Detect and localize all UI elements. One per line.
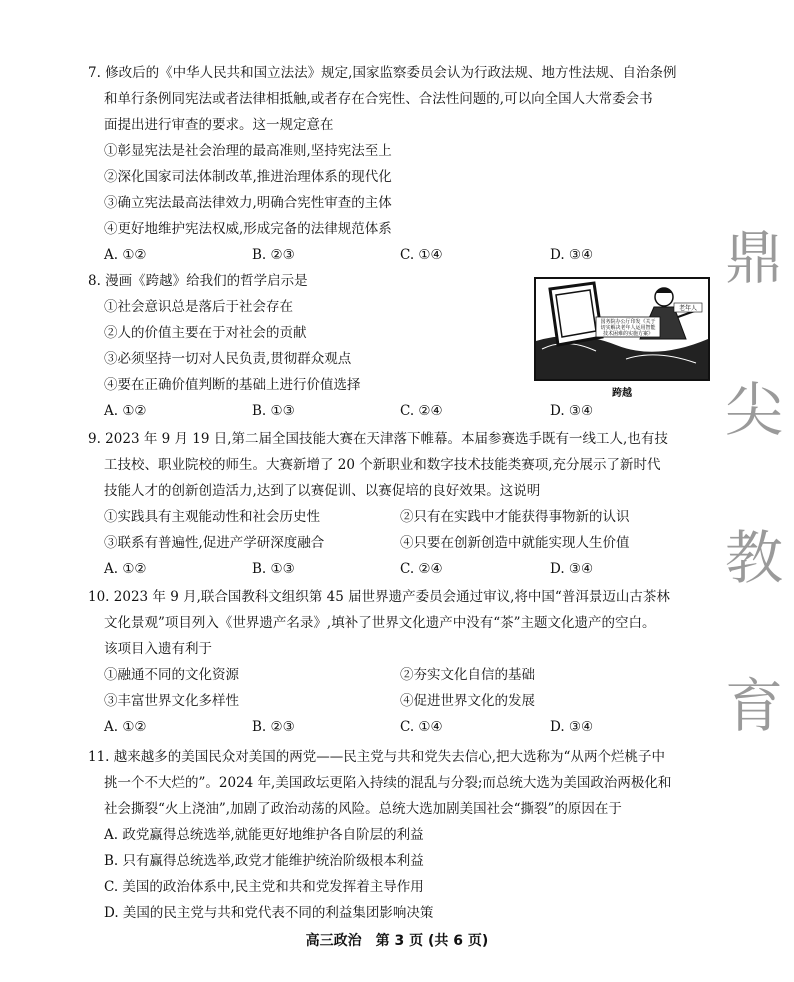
watermark-char-3: 教	[725, 524, 784, 592]
question-9-option-d: D. ③④	[550, 561, 594, 577]
question-8-option-c: C. ②④	[400, 403, 443, 419]
question-9-option-c: C. ②④	[400, 561, 443, 577]
question-8-item-3: ③必须坚持一切对人民负责,贯彻群众观点	[104, 351, 352, 367]
question-8-item-4: ④要在正确价值判断的基础上进行价值选择	[104, 377, 361, 393]
cartoon-figure-label: 老年人	[678, 305, 698, 312]
cartoon-notice-line-2: 切实解决老年人运用智能	[600, 325, 656, 331]
question-10-item-1: ①融通不同的文化资源	[104, 667, 239, 683]
question-10-stem-line-2: 文化景观”项目列入《世界遗产名录》,填补了世界文化遗产中没有“茶”主题文化遗产的空白。	[104, 615, 656, 631]
question-11-choice-b: B. 只有赢得总统选举,政党才能维护统治阶级根本利益	[104, 853, 424, 869]
watermark-char-4: 育	[725, 672, 784, 740]
watermark-char-2: 尖	[725, 376, 784, 444]
question-11-choice-c: C. 美国的政治体系中,民主党和共和党发挥着主导作用	[104, 879, 424, 895]
question-7-option-c: C. ①④	[400, 247, 443, 263]
question-9-item-2: ②只有在实践中才能获得事物新的认识	[400, 509, 630, 525]
watermark-char-1: 鼎	[725, 224, 784, 292]
question-7-stem-line-3: 面提出进行审查的要求。这一规定意在	[104, 117, 334, 133]
question-7-option-a: A. ①②	[104, 247, 147, 263]
question-7-stem-line-1: 7. 修改后的《中华人民共和国立法法》规定,国家监察委员会认为行政法规、地方性法规、自治条例	[88, 65, 677, 81]
question-10-option-a: A. ①②	[104, 719, 147, 735]
question-9-item-1: ①实践具有主观能动性和社会历史性	[104, 509, 320, 525]
question-11-stem-line-3: 社会撕裂“火上浇油”,加剧了政治动荡的风险。总统大选加剧美国社会“撕裂”的原因在于	[104, 801, 622, 817]
question-8-item-1: ①社会意识总是落后于社会存在	[104, 299, 293, 315]
cartoon-notice-line-3: 技术困难的实施方案》	[602, 331, 654, 337]
question-7-option-d: D. ③④	[550, 247, 594, 263]
question-7-item-2: ②深化国家司法体制改革,推进治理体系的现代化	[104, 169, 392, 185]
question-10-option-d: D. ③④	[550, 719, 594, 735]
question-10-option-c: C. ①④	[400, 719, 443, 735]
question-8-option-b: B. ①③	[252, 403, 295, 419]
question-10-item-4: ④促进世界文化的发展	[400, 693, 535, 709]
question-9-stem-line-2: 工技校、职业院校的师生。大赛新增了 20 个新职业和数字技术技能类赛项,充分展示了新时代	[104, 457, 661, 473]
question-11-choice-a: A. 政党赢得总统选举,就能更好地维护各自阶层的利益	[104, 827, 424, 843]
page-footer: 高三政治 第 3 页 (共 6 页)	[305, 933, 489, 949]
question-8-stem: 8. 漫画《跨越》给我们的哲学启示是	[88, 273, 308, 289]
question-9-item-3: ③联系有普遍性,促进产学研深度融合	[104, 535, 325, 551]
question-8-item-2: ②人的价值主要在于对社会的贡献	[104, 325, 307, 341]
question-7-item-4: ④更好地维护宪法权威,形成完备的法律规范体系	[104, 221, 392, 237]
cartoon-illustration	[534, 277, 710, 381]
question-9-item-4: ④只要在创新创造中就能实现人生价值	[400, 535, 630, 551]
question-11-stem-line-2: 挑一个不大烂的”。2024 年,美国政坛更陷入持续的混乱与分裂;而总统大选为美国政治两极化和	[104, 775, 672, 791]
question-10-item-2: ②夯实文化自信的基础	[400, 667, 535, 683]
question-11-stem-line-1: 11. 越来越多的美国民众对美国的两党——民主党与共和党失去信心,把大选称为“从两个烂桃子中	[88, 749, 665, 765]
question-7-option-b: B. ②③	[252, 247, 295, 263]
question-11-choice-d: D. 美国的民主党与共和党代表不同的利益集团影响决策	[104, 905, 434, 921]
question-8-option-d: D. ③④	[550, 403, 594, 419]
cartoon-notice-line-1: 国务院办公厅印发《关于	[600, 319, 656, 325]
question-9-option-b: B. ①③	[252, 561, 295, 577]
question-9-option-a: A. ①②	[104, 561, 147, 577]
question-10-item-3: ③丰富世界文化多样性	[104, 693, 239, 709]
cartoon-caption: 跨越	[612, 388, 632, 399]
question-7-stem-line-2: 和单行条例同宪法或者法律相抵触,或者存在合宪性、合法性问题的,可以向全国人大常委会书	[104, 91, 653, 107]
question-8-option-a: A. ①②	[104, 403, 147, 419]
question-10-option-b: B. ②③	[252, 719, 295, 735]
question-9-stem-line-3: 技能人才的创新创造活力,达到了以赛促训、以赛促培的良好效果。这说明	[104, 483, 541, 499]
question-9-stem-line-1: 9. 2023 年 9 月 19 日,第二届全国技能大赛在天津落下帷幕。本届参赛选手既有一线工人,也有技	[88, 431, 668, 447]
question-10-stem-line-1: 10. 2023 年 9 月,联合国教科文组织第 45 届世界遗产委员会通过审议,将中国“普洱景迈山古茶林	[88, 589, 670, 605]
question-7-item-3: ③确立宪法最高法律效力,明确合宪性审查的主体	[104, 195, 392, 211]
question-10-stem-line-3: 该项目入遗有利于	[104, 641, 212, 657]
cartoon-drawing	[536, 279, 708, 379]
cartoon-phone-frame	[550, 283, 602, 345]
question-7-item-1: ①彰显宪法是社会治理的最高准则,坚持宪法至上	[104, 143, 392, 159]
